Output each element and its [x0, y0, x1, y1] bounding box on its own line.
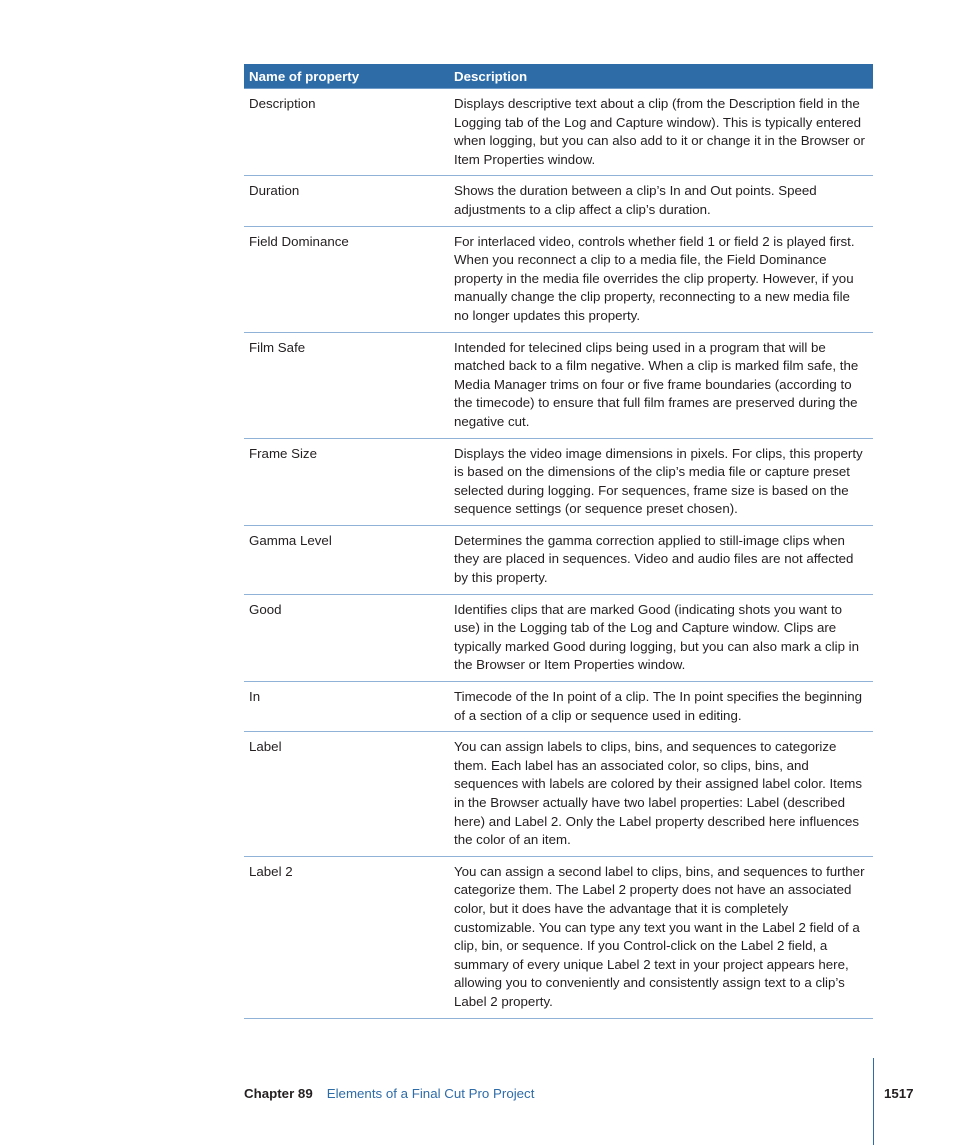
- property-description-cell: Timecode of the In point of a clip. The In point specifies the beginning of a section of a clip or sequence used in editing.: [454, 689, 863, 723]
- property-name-cell: Label: [249, 739, 282, 755]
- table-row: [244, 333, 873, 439]
- chapter-title: Elements of a Final Cut Pro Project: [326, 1086, 535, 1101]
- table-row: [244, 857, 873, 1019]
- property-description-cell: You can assign a second label to clips, bins, and sequences to further categorize them. The Label 2 property does not have an associated color, but it does have the advantage that it is completely customizable. You can type any text you want in the Label 2 field of a clip, bin, or sequence. If you Control-click on the Label 2 field, a summary of every unique Label 2 text in your project appears here, allowing you to conveniently and consistently assign text to a clip’s Label 2 property.: [454, 863, 865, 1009]
- table-row: [244, 89, 873, 176]
- table-row: [244, 682, 873, 732]
- property-name-cell: Duration: [249, 183, 300, 199]
- table-row: [244, 732, 873, 857]
- property-description-cell: You can assign labels to clips, bins, and sequences to categorize them. Each label has an associated color, so clips, bins, and sequences with labels are colored by their assigned label color. Items in the Browser actually have two label properties: Label (described here) and Label 2. Only the Label property described here influences the color of an item.: [454, 739, 862, 848]
- property-description-cell: Determines the gamma correction applied to still-image clips when they are placed in sequences. Video and audio files are not affected by this property.: [454, 532, 854, 586]
- header-description: Description: [454, 68, 528, 84]
- table-header: [244, 64, 873, 89]
- property-description-cell: Displays descriptive text about a clip (from the Description field in the Logging tab of the Log and Capture window). This is typically entered when logging, but you can also add to it or change it in the Browser or Item Properties window.: [454, 96, 865, 167]
- property-description-cell: Displays the video image dimensions in pixels. For clips, this property is based on the dimensions of the clip’s media file or capture preset selected during logging. For sequences, frame size is based on the sequence settings (or sequence preset chosen).: [454, 445, 863, 517]
- property-name-cell: Label 2: [249, 863, 293, 879]
- footer-divider: [873, 1058, 874, 1145]
- property-description-cell: Identifies clips that are marked Good (indicating shots you want to use) in the Logging tab of the Log and Capture window. Clips are typically marked Good during logging, but you can also mark a clip in the Browser or Item Properties window.: [454, 601, 860, 673]
- page-number: 1517: [884, 1086, 914, 1101]
- page-footer: [244, 1086, 534, 1101]
- table-row: [244, 526, 873, 595]
- property-name-cell: Field Dominance: [249, 233, 349, 249]
- table-row: [244, 595, 873, 682]
- property-name-cell: Gamma Level: [249, 532, 332, 548]
- property-description-cell: For interlaced video, controls whether field 1 or field 2 is played first. When you reconnect a clip to a media file, the Field Dominance property in the media file overrides the clip property. However, if you manually change the clip property, reconnecting to a new media file no longer updates this property.: [454, 233, 855, 323]
- table-body: [244, 89, 873, 1019]
- table-row: [244, 176, 873, 226]
- property-name-cell: Film Safe: [249, 339, 306, 355]
- property-name-cell: Good: [249, 601, 282, 617]
- property-description-cell: Intended for telecined clips being used in a program that will be matched back to a film negative. When a clip is marked film safe, the Media Manager trims on four or five frame boundaries (according to the timecode) to ensure that full film frames are preserved during the negative cut.: [454, 339, 859, 429]
- property-table: [244, 64, 873, 1019]
- table-row: [244, 227, 873, 333]
- header-name-of-property: Name of property: [249, 68, 360, 84]
- property-name-cell: Description: [249, 96, 316, 111]
- property-name-cell: In: [249, 689, 261, 705]
- property-name-cell: Frame Size: [249, 445, 317, 461]
- table-row: [244, 439, 873, 526]
- chapter-label: Chapter 89: [244, 1086, 313, 1101]
- property-description-cell: Shows the duration between a clip’s In and Out points. Speed adjustments to a clip affect a clip’s duration.: [454, 183, 817, 217]
